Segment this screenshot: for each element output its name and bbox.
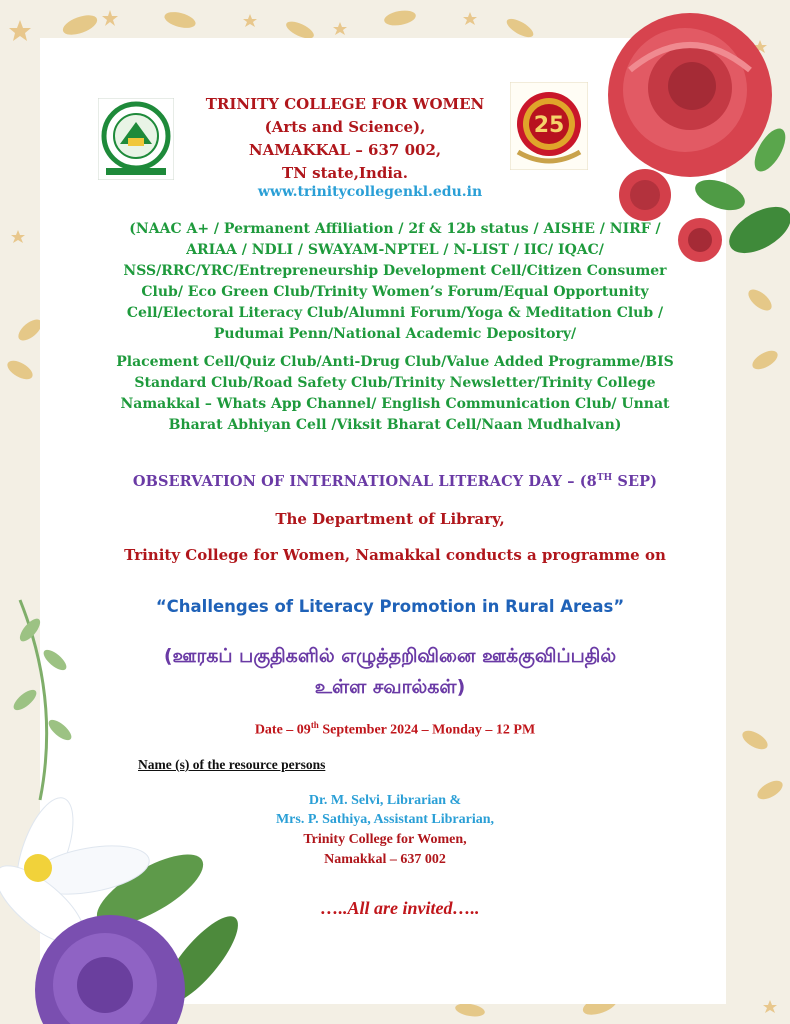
resource-org: Trinity College for Women, — [303, 832, 467, 847]
observation-sup: TH — [596, 473, 613, 484]
date-sup: th — [310, 720, 319, 730]
accreditation-block-2 — [80, 352, 710, 436]
accreditation-line: Club/ Eco Green Club/Trinity Women’s Forum/Equal Opportunity — [141, 284, 649, 300]
date-suffix: September 2024 – Monday – 12 PM — [318, 722, 536, 738]
college-city: NAMAKKAL – 637 002, — [248, 141, 442, 159]
accreditation-line: Cell/Electoral Literacy Club/Alumni Forum/Yoga & Meditation Club / — [126, 305, 664, 321]
invitation-line: …..All are invited….. — [320, 898, 480, 918]
college-emblem-logo — [98, 98, 174, 180]
accreditation-line: ARIAA / NDLI / SWAYAM-NPTEL / N-LIST / IIC/ IQAC/ — [186, 242, 604, 258]
accreditation-block-1 — [80, 219, 710, 345]
silver-jubilee-logo — [510, 82, 588, 170]
accreditation-line: Namakkal – Whats App Channel/ English Communication Club/ Unnat — [120, 396, 670, 412]
department-line: The Department of Library, — [275, 510, 505, 528]
college-state: TN state,India. — [282, 164, 408, 182]
tamil-line-1: (ஊரகப் பகுதிகளில் எழுத்தறிவினை ஊக்குவிப்பதில் — [163, 645, 617, 667]
resource-place: Namakkal – 637 002 — [324, 852, 446, 867]
accreditation-line: Bharat Abhiyan Cell /Viksit Bharat Cell/Naan Mudhalvan) — [168, 417, 622, 433]
resource-persons-heading: Name (s) of the resource persons — [138, 757, 326, 772]
college-name: TRINITY COLLEGE FOR WOMEN — [205, 95, 485, 113]
resource-person-1: Dr. M. Selvi, Librarian & — [308, 793, 462, 808]
event-title-tamil — [80, 641, 700, 703]
college-website-link[interactable]: www.trinitycollegenkl.edu.in — [257, 184, 483, 200]
conducts-line: Trinity College for Women, Namakkal conducts a programme on — [124, 546, 666, 564]
accreditation-line: Pudumai Penn/National Academic Depository/ — [213, 326, 577, 342]
accreditation-line: (NAAC A+ / Permanent Affiliation / 2f & 12b status / AISHE / NIRF / — [129, 221, 661, 237]
accreditation-line: Placement Cell/Quiz Club/Anti-Drug Club/Value Added Programme/BIS — [116, 354, 674, 370]
event-title: “Challenges of Literacy Promotion in Rural Areas” — [155, 597, 625, 616]
tamil-line-2: உள்ள சவால்கள்) — [314, 676, 466, 698]
observation-suffix: SEP) — [612, 473, 658, 490]
observation-prefix: OBSERVATION OF INTERNATIONAL LITERACY DAY – (8 — [132, 473, 597, 490]
observation-heading — [90, 473, 700, 490]
event-date — [110, 720, 680, 739]
date-prefix: Date – 09 — [254, 722, 311, 738]
accreditation-line: Standard Club/Road Safety Club/Trinity Newsletter/Trinity College — [134, 375, 656, 391]
resource-person-2: Mrs. P. Sathiya, Assistant Librarian, — [275, 812, 495, 827]
accreditation-line: NSS/RRC/YRC/Entrepreneurship Development Cell/Citizen Consumer — [123, 263, 667, 279]
college-subtitle: (Arts and Science), — [264, 118, 426, 136]
jubilee-number: 25 — [533, 113, 565, 138]
